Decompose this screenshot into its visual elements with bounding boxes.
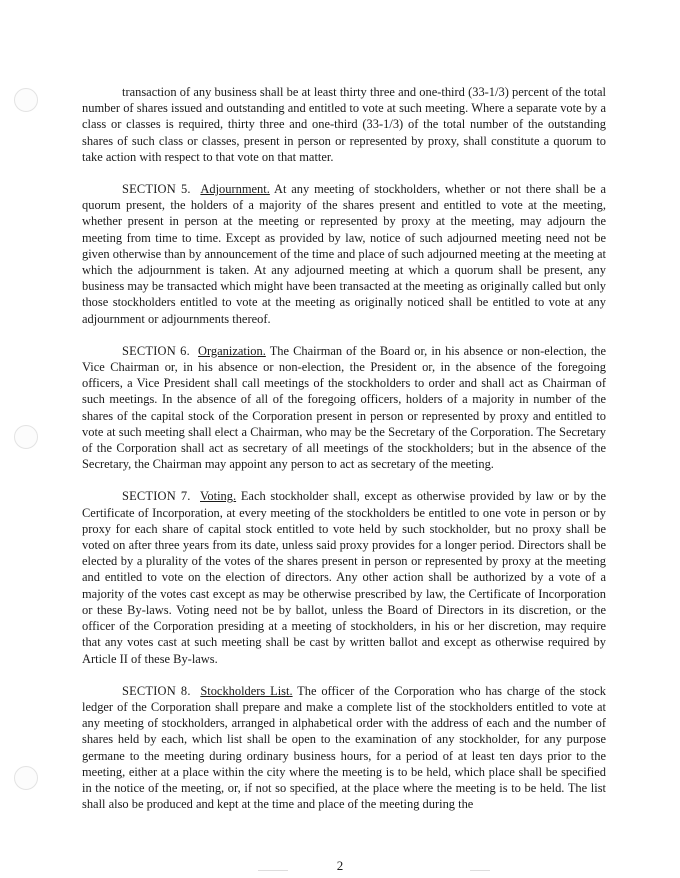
punch-hole bbox=[14, 425, 38, 449]
scan-artifact bbox=[470, 870, 490, 871]
page-number: 2 bbox=[336, 858, 344, 873]
document-body bbox=[82, 84, 606, 828]
paragraph-quorum-continued bbox=[82, 84, 606, 165]
section-title: Voting. bbox=[200, 489, 237, 504]
section-title: Stockholders List. bbox=[200, 683, 293, 698]
section-number: SECTION 7. bbox=[122, 489, 191, 504]
paragraph-body: Each stockholder shall, except as otherwise provided by law or by the Certificate of Incorporation, at every meeting of the stockholders be entitled to one vote in person or by proxy for each share of capital stock entitled to vote held by such stockholder, but no proxy shall be voted on after three years from its date, unless said proxy provides for a longer period. Directors shall be elected by a plurality of the votes of the shares present in person or represented by proxy at the meeting and entitled to vote on the election of directors. Any other action shall be authorized by a vote of a majority of the votes cast except as may be otherwise prescribed by law, the Certificate of Incorporation or these By-laws. Voting need not be by ballot, unless the Board of Directors in its discretion, or the officer of the Corporation presiding at a meeting of stockholders, in his or her discretion, may require that any votes cast at such meeting shall be cast by written ballot and except as otherwise required by Article II of these By-laws. bbox=[82, 489, 607, 666]
section-number: SECTION 5. bbox=[122, 182, 191, 197]
section-5-adjournment bbox=[82, 181, 606, 327]
punch-hole bbox=[14, 766, 38, 790]
scan-artifact bbox=[258, 870, 288, 871]
section-title: Organization. bbox=[198, 343, 266, 358]
punch-hole bbox=[14, 88, 38, 112]
section-title: Adjournment. bbox=[200, 182, 270, 197]
section-number: SECTION 8. bbox=[122, 683, 191, 698]
section-number: SECTION 6. bbox=[122, 343, 190, 358]
paragraph-body: At any meeting of stockholders, whether or not there shall be a quorum present, the holders of a majority of the shares present and entitled to vote at the meeting, whether present in person at the meeting or represented by proxy at the meeting, may adjourn the meeting from time to time. Except as provided by law, notice of such adjourned meeting need not be given otherwise than by announcement of the time and place of such adjourned meeting at the meeting at which the adjournment is taken. At any adjourned meeting at which a quorum shall be present, any business may be transacted which might have been transacted at the meeting as originally called but only those stockholders entitled to vote at the meeting as originally noticed shall be entitled to vote at any adjournment or adjournments thereof. bbox=[82, 182, 607, 326]
paragraph-body: The Chairman of the Board or, in his absence or non-election, the Vice Chairman or, in his absence or non-election, the President or, in the absence of the foregoing officers, a Vice President shall call meetings of the stockholders to order and shall act as Chairman of such meetings. In the absence of all of the foregoing officers, holders of a majority in number of the shares of the capital stock of the Corporation present in person or represented by proxy and entitled to vote at such meeting shall elect a Chairman, who may be the Secretary of the Corporation. The Secretary of the Corporation shall act as secretary of all meetings of the stockholders; but in the absence of the Secretary, the Chairman may appoint any person to act as secretary of the meeting. bbox=[82, 343, 607, 472]
paragraph-body: The officer of the Corporation who has charge of the stock ledger of the Corporation shall prepare and make a complete list of the stockholders entitled to vote at any meeting of stockholders, arranged in alphabetical order with the address of each and the number of shares held by each, which list shall be open to the examination of any stockholder, for any purpose germane to the meeting during ordinary business hours, for a period of at least ten days prior to the meeting, either at a place within the city where the meeting is to be held, which place shall be specified in the notice of the meeting, or, if not so specified, at the place where the meeting is to be held. The list shall also be produced and kept at the time and place of the meeting during the bbox=[82, 683, 607, 812]
section-7-voting bbox=[82, 488, 606, 666]
section-8-stockholders-list bbox=[82, 683, 606, 813]
section-6-organization bbox=[82, 343, 606, 473]
paragraph-body: transaction of any business shall be at least thirty three and one-third (33-1/3) percent of the total number of shares issued and outstanding and entitled to vote at such meeting. Where a separate vote by a class or classes is required, thirty three and one-third (33-1/3) of the total number of the outstanding shares of such class or classes, present in person or represented by proxy, shall constitute a quorum to take action with respect to that vote on that matter. bbox=[82, 85, 606, 164]
